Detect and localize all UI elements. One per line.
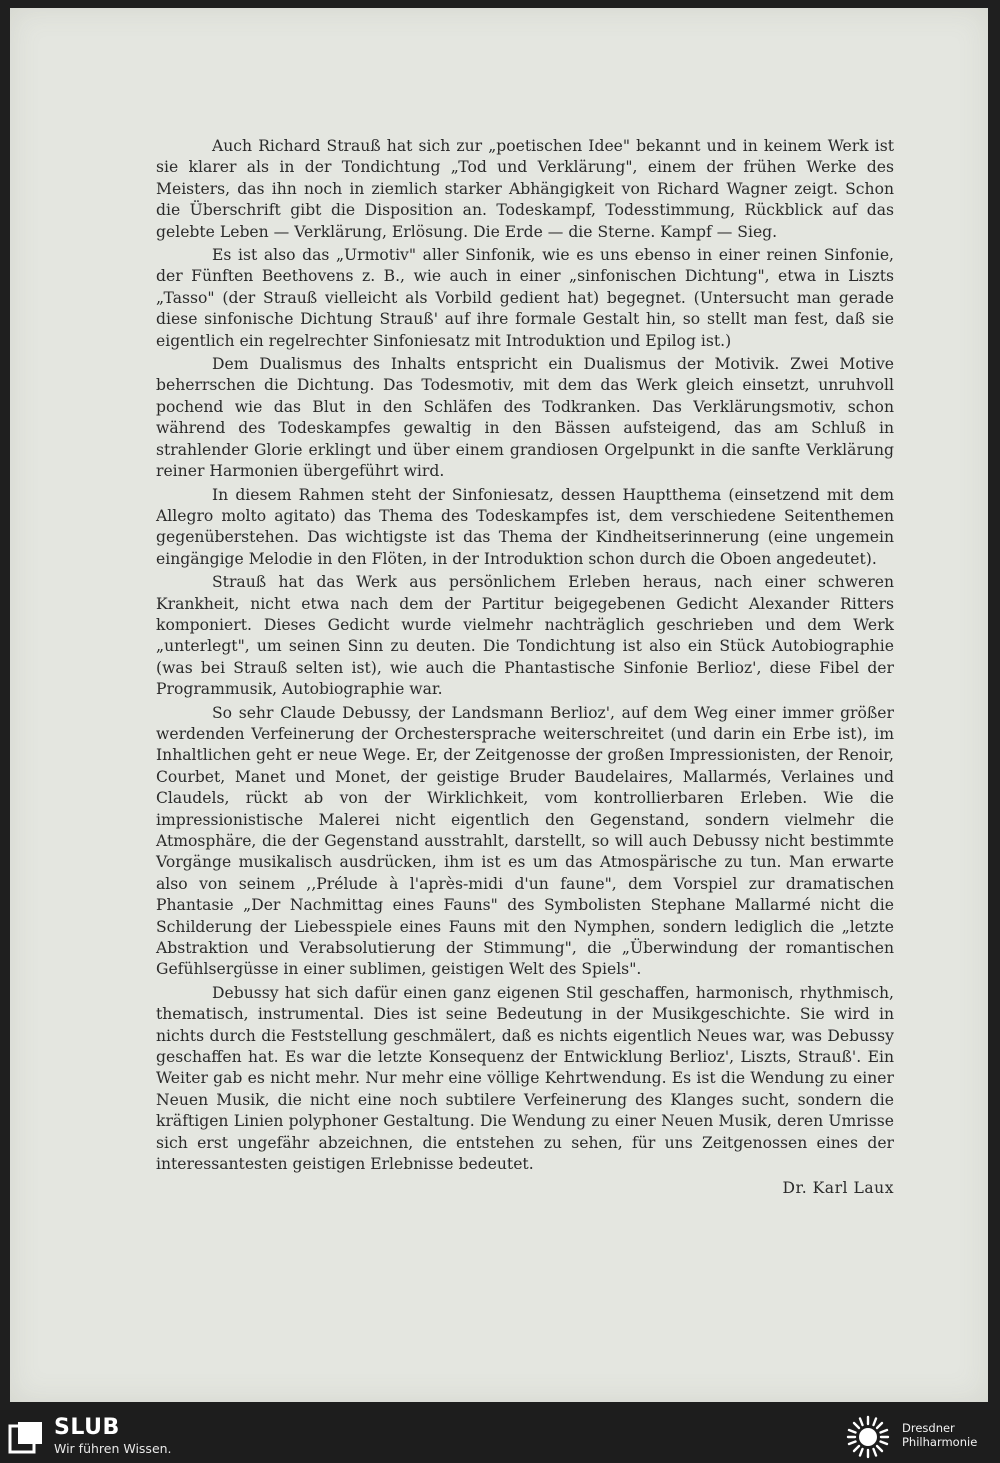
paragraph-6: So sehr Claude Debussy, der Landsmann Berlioz', auf dem Weg einer immer größer werdenden Verfeinerung der Orchestersprache weiterschreitet (und darin ein Erbe ist), im Inhaltlichen geht er neue Wege. Er, der Zeitgenosse der großen Impressionisten, der Renoir, Courbet, Manet und Monet, der geistige Bruder Baudelaires, Mallarmés, Verlaines und Claudels, rückt ab von der Wirklichkeit, vom kontrollierbaren Erleben. Wie die impressionistische Malerei nicht eigentlich den Gegenstand, sondern vielmehr die Atmosphäre, die der Gegenstand ausstrahlt, darstellt, so will auch Debussy nicht bestimmte Vorgänge musikalisch ausdrücken, ihm ist es um das Atmospärische zu tun. Man erwarte also von seinem ,,Prélude à l'après-midi d'un faune", dem Vorspiel zur dramatischen Phantasie „Der Nachmittag eines Fauns" des Symbolisten Stephane Mallarmé nicht die Schilderung der Liebesspiele eines Fauns mit den Nymphen, sondern lediglich die „letzte Abstraktion und Verabsolutierung der Stimmung", die „Überwindung der romantischen Gefühlsergüsse in einer sublimen, geistigen Welt des Spiels". <box>156 703 894 979</box>
slub-logo-icon[interactable] <box>8 1420 44 1454</box>
philharmonie-name-line1: Dresdner <box>902 1421 955 1435</box>
paragraph-4: In diesem Rahmen steht der Sinfoniesatz, dessen Hauptthema (einsetzend mit dem Allegro molto agitato) das Thema des Todeskampfes ist, dem verschiedene Seitenthemen gegenüberstehen. Das wichtigste ist das Thema der Kindheitserinnerung (eine ungemein eingängige Melodie in den Flöten, in der Introduktion schon durch die Oboen angedeutet). <box>156 485 894 568</box>
slub-tagline: Wir führen Wissen. <box>54 1441 172 1456</box>
paragraph-2: Es ist also das „Urmotiv" aller Sinfonik, wie es uns ebenso in einer reinen Sinfonie, der Fünften Beethovens z. B., wie auch in einer „sinfonischen Dichtung", etwa in Liszts „Tasso" (der Strauß vielleicht als Vorbild gedient hat) begegnet. (Untersucht man gerade diese sinfonische Dichtung Strauß' auf ihre formale Gestalt hin, so stellt man fest, daß sie eigentlich ein regelrechter Sinfoniesatz mit Introduktion und Epilog ist.) <box>156 246 894 350</box>
philharmonie-name[interactable] <box>902 1421 977 1449</box>
philharmonie-logo-icon[interactable] <box>842 1415 894 1459</box>
author-signature: Dr. Karl Laux <box>782 1178 894 1197</box>
slub-name[interactable]: SLUB <box>54 1415 120 1440</box>
paragraph-1: Auch Richard Strauß hat sich zur „poetischen Idee" bekannt und in keinem Werk ist sie klarer als in der Tondichtung „Tod und Verklärung", einem der frühen Werke des Meisters, das ihn noch in ziemlich starker Abhängigkeit von Richard Wagner zeigt. Schon die Überschrift gibt die Disposition an. Todeskampf, Todesstimmung, Rückblick auf das gelebte Leben — Verklärung, Erlösung. Die Erde — die Sterne. Kampf — Sieg. <box>156 137 894 241</box>
paragraph-5: Strauß hat das Werk aus persönlichem Erleben heraus, nach einer schweren Krankheit, nicht etwa nach dem der Partitur beigegebenen Gedicht Alexander Ritters komponiert. Dieses Gedicht wurde vielmehr nachträglich geschrieben und dem Werk „unterlegt", um seinen Sinn zu deuten. Die Tondichtung ist also ein Stück Autobiographie (was bei Strauß selten ist), wie auch die Phantastische Sinfonie Berlioz', diese Fibel der Programmusik, Autobiographie war. <box>156 573 894 699</box>
footer-bar <box>0 1410 1000 1462</box>
paragraph-3: Dem Dualismus des Inhalts entspricht ein Dualismus der Motivik. Zwei Motive beherrschen die Dichtung. Das Todesmotiv, mit dem das Werk gleich einsetzt, unruhvoll pochend wie das Blut in den Schläfen des Todkranken. Das Verklärungsmotiv, schon während des Todeskampfes gewaltig in den Bässen aufsteigend, das am Schluß in strahlender Glorie erklingt und über einem grandiosen Orgelpunkt in die sanfte Verklärung reiner Harmonien übergeführt wird. <box>156 355 894 481</box>
paragraph-7: Debussy hat sich dafür einen ganz eigenen Stil geschaffen, harmonisch, rhythmisch, thematisch, instrumental. Dies ist seine Bedeutung in der Musikgeschichte. Sie wird in nichts durch die Feststellung geschmälert, daß es nichts eigentlich Neues war, was Debussy geschaffen hat. Es war die letzte Konsequenz der Entwicklung Berlioz', Liszts, Strauß'. Ein Weiter gab es nicht mehr. Nur mehr eine völlige Kehrtwendung. Es ist die Wendung zu einer Neuen Musik, die nicht eine noch subtilere Verfeinerung des Klanges sucht, sondern die kräftigen Linien polyphoner Gestaltung. Die Wendung zu einer Neuen Musik, deren Umrisse sich erst ungefähr abzeichnen, die entstehen zu sehen, für uns Zeitgenossen eines der interessantesten geistigen Erlebnisse bedeutet. <box>156 983 894 1174</box>
article-text <box>156 136 894 1199</box>
philharmonie-name-line2: Philharmonie <box>902 1435 978 1449</box>
